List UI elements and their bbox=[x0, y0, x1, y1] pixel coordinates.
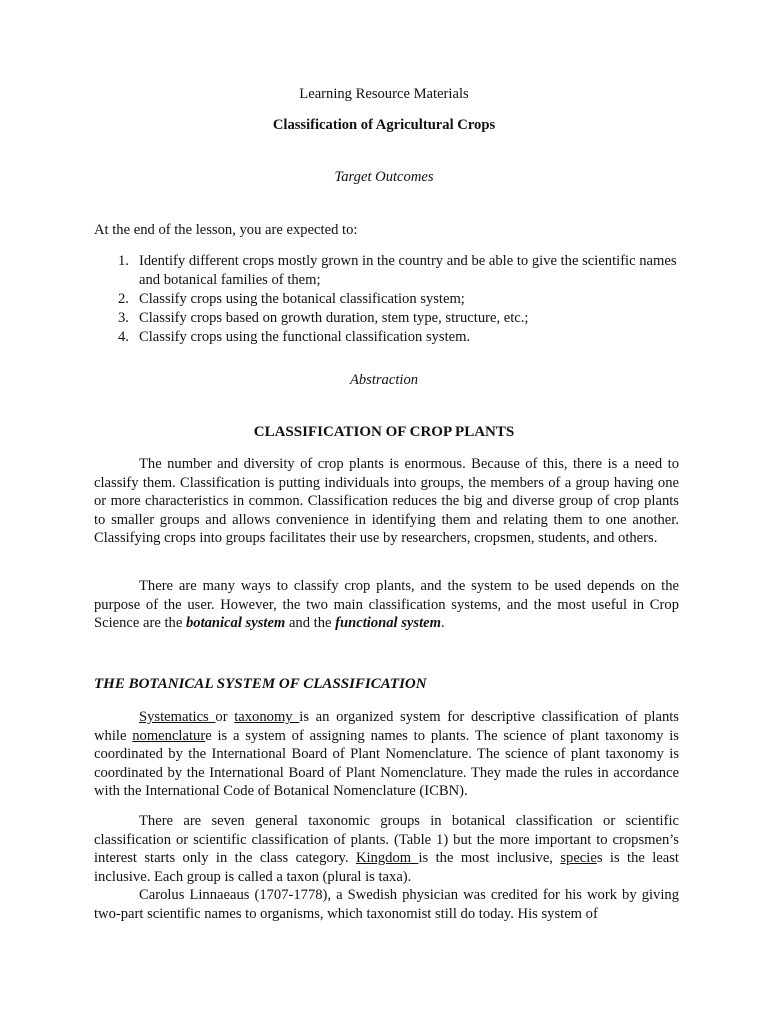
list-item bbox=[94, 290, 684, 309]
section-heading-crop-plants: CLASSIFICATION OF CROP PLANTS bbox=[253, 424, 515, 440]
paragraph-text: There are seven general taxonomic groups in botanical classification or scientific classification or scientific classification of plants. (Table 1) but the more important to cropsmen’s interest starts only in the class category. bbox=[94, 813, 679, 866]
list-number: 4. bbox=[118, 329, 129, 345]
list-number: 3. bbox=[118, 310, 129, 326]
list-item-text: Classify crops using the functional classification system. bbox=[139, 329, 471, 345]
list-number: 1. bbox=[118, 253, 129, 269]
paragraph-systematics bbox=[94, 708, 679, 801]
paragraph-classification-systems bbox=[94, 577, 679, 633]
target-outcomes-heading: Target Outcomes bbox=[334, 169, 434, 185]
term-nomenclature: nomenclatur bbox=[132, 727, 206, 744]
paragraph-text: is an organized system for descriptive classification of plants while bbox=[94, 709, 679, 744]
paragraph-text: There are many ways to classify crop plants, and the system to be used depends on the purpose of the user. However, the two main classification systems, and the most useful in Crop Science are the bbox=[94, 578, 679, 631]
outcomes-list bbox=[94, 252, 684, 347]
emphasis-functional-system: functional system bbox=[335, 615, 441, 631]
term-systematics: Systematics bbox=[139, 709, 216, 725]
list-item-text: Classify crops using the botanical classification system; bbox=[139, 291, 465, 307]
list-item bbox=[94, 328, 684, 347]
emphasis-botanical-system: botanical system bbox=[185, 615, 286, 631]
list-item-text: Classify crops based on growth duration, stem type, structure, etc.; bbox=[139, 310, 529, 326]
paragraph-text: or bbox=[215, 709, 235, 725]
document-title: Classification of Agricultural Crops bbox=[272, 117, 496, 133]
paragraph-text: and the bbox=[285, 615, 336, 631]
paragraph-text: . bbox=[440, 615, 445, 631]
paragraph-text: s is the least inclusive. Each group is called a taxon (plural is taxa). bbox=[94, 850, 679, 885]
paragraph-text: is the most inclusive, bbox=[418, 850, 561, 866]
term-taxonomy: taxonomy bbox=[234, 709, 300, 725]
term-kingdom: Kingdom bbox=[355, 850, 419, 866]
paragraph-text: Carolus Linnaeaus (1707-1778), a Swedish physician was credited for his work by giving two-part scientific names to organisms, which taxonomist still do today. His system of bbox=[94, 887, 679, 922]
paragraph-crop-diversity bbox=[94, 455, 679, 548]
paragraph-text: The number and diversity of crop plants is enormous. Because of this, there is a need to classify them. Classification is putting individuals into groups, the members of a group having one or more characteristics in common. Classification reduces the big and diverse group of crop plants to smaller groups and allows convenience in identifying them and relating them to one another. Classifying crops into groups facilitates their use by researchers, cropsmen, students, and others. bbox=[94, 456, 679, 546]
list-item bbox=[94, 252, 684, 290]
paragraph-text: e is a system of assigning names to plants. The science of plant taxonomy is coordinated by the International Board of Plant Nomenclature. The science of plant taxonomy is coordinated by the International Board of Plant Nomenclature. They made the rules in accordance with the International Code of Botanical Nomenclature (ICBN). bbox=[94, 727, 679, 799]
resource-label: Learning Resource Materials bbox=[299, 86, 469, 102]
intro-text: At the end of the lesson, you are expected to: bbox=[94, 222, 358, 238]
list-item bbox=[94, 309, 684, 328]
abstraction-heading: Abstraction bbox=[349, 372, 419, 388]
term-species: specie bbox=[560, 850, 597, 866]
section-heading-botanical-system: THE BOTANICAL SYSTEM OF CLASSIFICATION bbox=[94, 676, 427, 692]
paragraph-linnaeus bbox=[94, 886, 679, 923]
paragraph-taxonomic-groups bbox=[94, 812, 679, 886]
list-item-text: Identify different crops mostly grown in the country and be able to give the scientific names and botanical families of them; bbox=[139, 253, 677, 288]
list-number: 2. bbox=[118, 291, 129, 307]
